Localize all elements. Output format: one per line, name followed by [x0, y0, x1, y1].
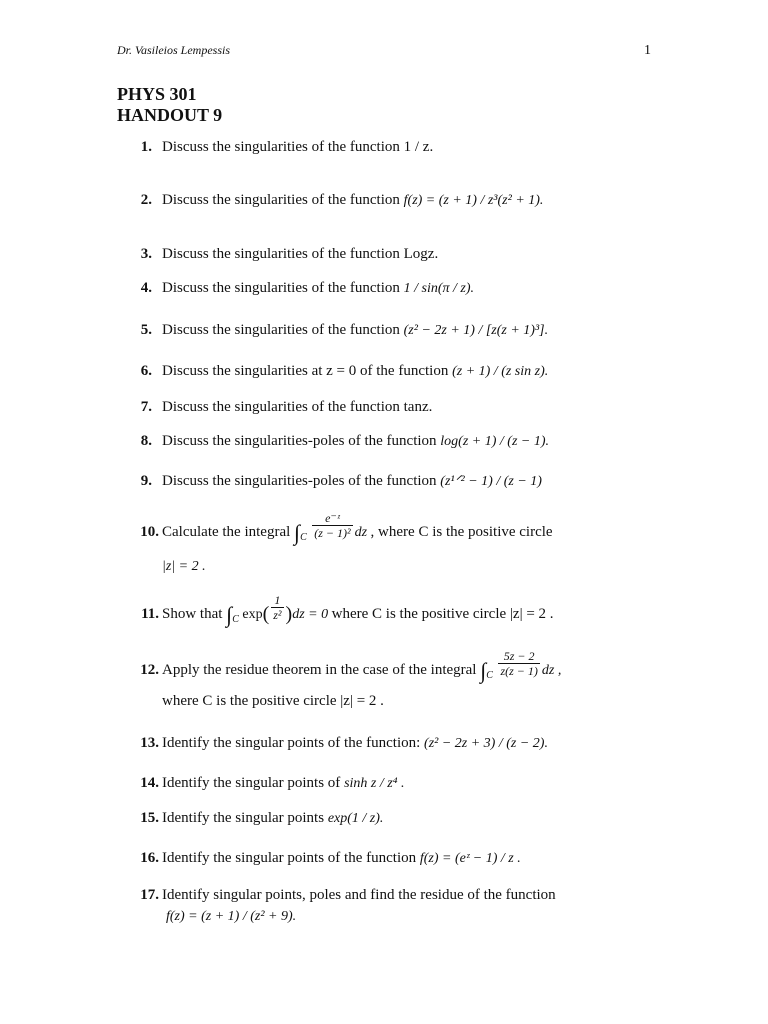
problem-formula: (z + 1) / (z sin z). [452, 364, 549, 379]
problem-text [162, 849, 521, 868]
problem-prose: Identify the singular points of the function: [162, 735, 421, 751]
problem-text [162, 734, 548, 753]
problem-formula: |z| = 2 . [162, 559, 206, 574]
problem-prose: Identify the singular points [162, 810, 325, 826]
problem-formula: (z² − 2z + 3) / (z − 2). [424, 736, 548, 751]
problem-text [162, 321, 548, 340]
problem-text [162, 432, 549, 451]
problem-prose: Discuss the singularities-poles of the function [162, 473, 437, 489]
problem-number: 8. [140, 433, 152, 449]
problem-12 [0, 649, 700, 690]
equals-zero: dz = 0 [292, 607, 329, 622]
problem-number: 14. [140, 775, 159, 791]
close-paren: ) [285, 603, 293, 625]
integral-sign: ∫ [294, 519, 301, 545]
problem-number: 7. [140, 399, 152, 415]
problem-formula: exp(1 / z). [327, 811, 384, 826]
problem-text [162, 649, 562, 685]
problem-prose-after: where C is the positive circle |z| = 2 . [331, 606, 554, 622]
integrand-fraction [498, 649, 539, 678]
problem-number: 13. [140, 735, 159, 751]
problem-prose: Discuss the singularities at z = 0 of the function [162, 363, 449, 379]
contour-label: C [486, 670, 493, 681]
problem-17-continuation [166, 908, 296, 925]
problem-text [162, 472, 542, 491]
title-block [117, 84, 222, 126]
contour-label: C [232, 614, 239, 625]
header-author: Dr. Vasileios Lempessis [117, 43, 231, 57]
integral-sign: ∫ [480, 657, 487, 683]
integrand-fraction [312, 511, 352, 540]
problem-prose: Discuss the singularities of the function [162, 280, 400, 296]
problem-text: Discuss the singularities of the function Logz. [162, 246, 439, 262]
course-title: PHYS 301 [117, 84, 197, 104]
fraction-numerator: 1 [271, 593, 283, 608]
problem-text [162, 511, 553, 547]
page-number: 1 [644, 43, 651, 58]
problem-formula: 1 / sin(π / z). [403, 281, 475, 296]
problem-number: 4. [140, 280, 152, 296]
problem-number: 5. [140, 322, 152, 338]
differential: dz , [541, 663, 562, 678]
problem-12-continuation: where C is the positive circle |z| = 2 . [162, 693, 384, 709]
integral-expression [226, 593, 331, 627]
problem-10-continuation [162, 558, 206, 575]
fraction-denominator: (z − 1)² [314, 526, 351, 541]
problem-number: 12. [140, 662, 159, 678]
problem-prose: Discuss the singularities of the function [162, 322, 400, 338]
problem-text [162, 809, 383, 828]
problem-number: 1. [140, 139, 152, 155]
integral-expression [294, 511, 371, 545]
fraction-denominator: z² [273, 608, 282, 623]
problem-formula: f(z) = (z + 1) / z³(z² + 1). [403, 193, 544, 208]
exp-function: exp [242, 607, 263, 622]
problem-number: 9. [140, 473, 152, 489]
problem-number: 3. [140, 246, 152, 262]
problem-prose: Identify the singular points of [162, 775, 341, 791]
problem-formula: (z¹ᐟ² − 1) / (z − 1) [440, 474, 542, 489]
problem-number: 11. [141, 606, 159, 622]
fraction-numerator: 5z − 2 [498, 649, 539, 664]
fraction-denominator: z(z − 1) [500, 664, 538, 679]
problem-formula: sinh z / z⁴ . [344, 776, 405, 791]
open-paren: ( [262, 603, 270, 625]
problem-prose: Discuss the singularities-poles of the function [162, 433, 437, 449]
contour-label: C [300, 532, 307, 543]
problem-text: Discuss the singularities of the function 1 / z. [162, 139, 434, 155]
problem-number: 6. [140, 363, 152, 379]
exponent-fraction [271, 593, 283, 622]
problem-text [162, 191, 543, 210]
problem-number: 10. [140, 524, 159, 540]
problem-prose: Apply the residue theorem in the case of the integral [162, 662, 477, 678]
integral-sign: ∫ [226, 601, 233, 627]
fraction-numerator: e⁻ᶻ [312, 511, 352, 526]
problem-text [162, 774, 405, 793]
integral-expression [480, 649, 562, 683]
problem-text: Discuss the singularities of the function tanz. [162, 399, 433, 415]
problem-formula: log(z + 1) / (z − 1). [440, 434, 550, 449]
problem-number: 2. [140, 192, 152, 208]
problem-prose: Show that [162, 606, 223, 622]
problem-text [162, 593, 554, 629]
problem-text [162, 362, 548, 381]
problem-formula: f(z) = (eᶻ − 1) / z . [419, 851, 521, 866]
problem-prose: Identify the singular points of the function [162, 850, 417, 866]
problem-number: 15. [140, 810, 159, 826]
problem-text: Identify singular points, poles and find the residue of the function [162, 887, 556, 903]
handout-title: HANDOUT 9 [117, 105, 223, 125]
problem-number: 17. [140, 887, 159, 903]
problem-10 [0, 511, 700, 553]
problem-11 [0, 593, 700, 634]
problem-formula: f(z) = (z + 1) / (z² + 9). [166, 909, 297, 924]
problem-text [162, 279, 474, 298]
problem-prose-after: , where C is the positive circle [370, 524, 553, 540]
problem-number: 16. [140, 850, 159, 866]
problem-prose: Discuss the singularities of the function [162, 192, 400, 208]
differential: dz [354, 525, 368, 540]
problem-prose: Calculate the integral [162, 524, 291, 540]
problem-formula: (z² − 2z + 1) / [z(z + 1)³]. [403, 323, 549, 338]
